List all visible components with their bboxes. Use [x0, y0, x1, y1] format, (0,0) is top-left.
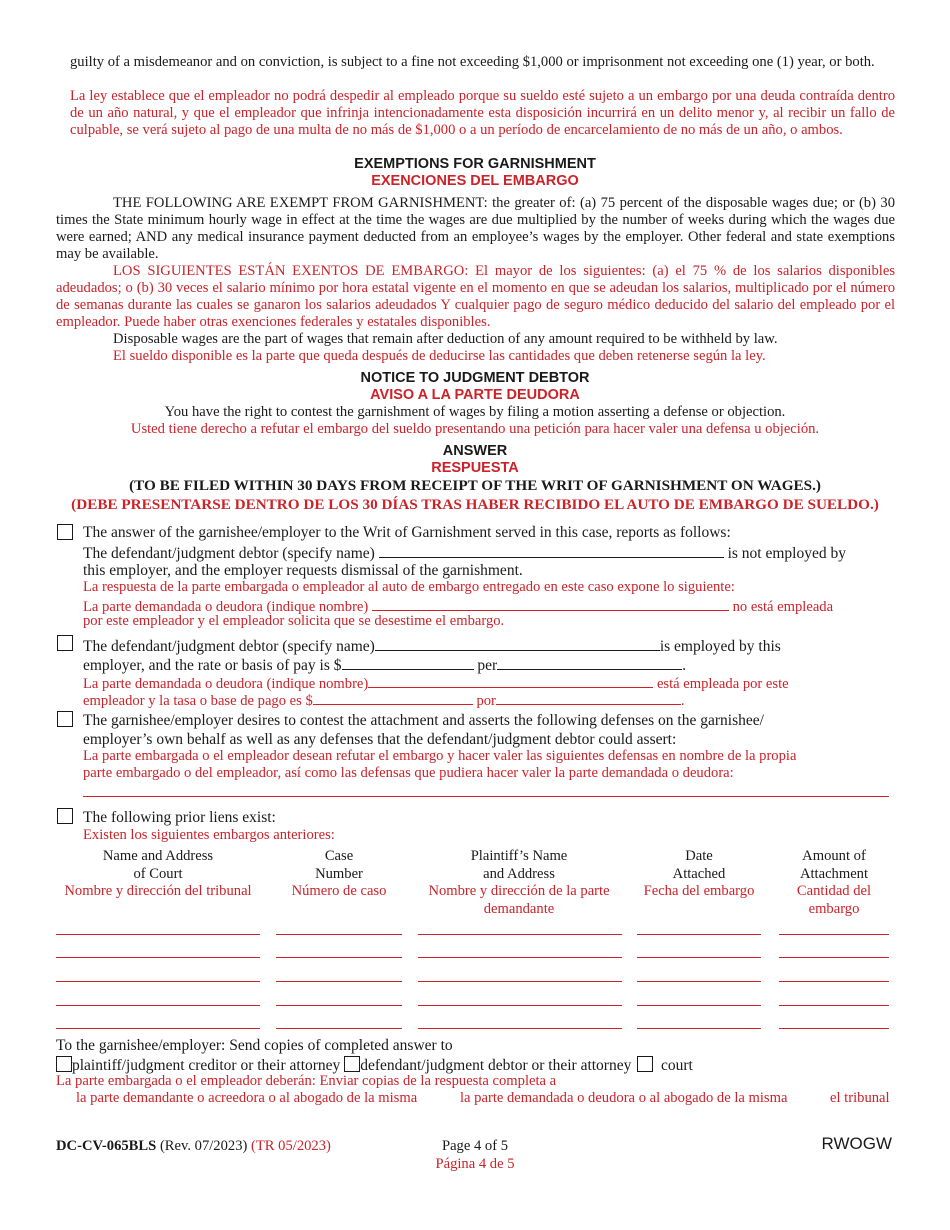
lien-field-r1-c4[interactable]: [637, 934, 761, 935]
col-plaintiff-en1: Plaintiff’s Name: [470, 848, 568, 864]
lien-field-r3-c4[interactable]: [637, 981, 761, 982]
opt3-line2-en: employer’s own behalf as well as any defenses that the defendant/judgment debtor could assert:: [83, 731, 677, 748]
lien-field-r2-c3[interactable]: [418, 957, 622, 958]
col-court-en2: of Court: [133, 865, 183, 882]
send-opt-a-es: la parte demandante o acreedora o al abogado de la misma: [76, 1090, 418, 1106]
form-tr: (TR 05/2023): [251, 1138, 331, 1154]
col-court-es1: Nombre y dirección del tribunal: [64, 883, 252, 899]
col-amount-es1: Cantidad del: [796, 883, 872, 899]
lien-field-r2-c1[interactable]: [56, 957, 260, 958]
opt2-line2b-en: per: [477, 657, 498, 674]
opt3-line1-es: La parte embargada o el empleador desean refutar el embargo y hacer valer las siguientes defensas en nombre de la propia: [83, 748, 797, 764]
opt4-line1-en: The following prior liens exist:: [83, 809, 276, 826]
lien-field-r4-c1[interactable]: [56, 1005, 260, 1006]
lien-field-r5-c4[interactable]: [637, 1028, 761, 1029]
col-case-es1: Número de caso: [291, 883, 387, 899]
opt3-line2-es: parte embargado o del empleador, así como las defensas que pudiera hacer valer la parte demandada o deudora:: [83, 765, 734, 781]
lien-field-r1-c2[interactable]: [276, 934, 402, 935]
lien-field-r5-c3[interactable]: [418, 1028, 622, 1029]
col-date-es1: Fecha del embargo: [643, 883, 755, 899]
notice-title-es: AVISO A LA PARTE DEUDORA: [370, 387, 580, 403]
opt1-line2-en: [83, 543, 846, 562]
opt3-defenses-field[interactable]: [83, 796, 889, 797]
answer-title-en: ANSWER: [442, 443, 508, 459]
opt2-line2a-es: empleador y la tasa o base de pago es $: [83, 693, 313, 709]
intro-es: La ley establece que el empleador no podrá despedir al empleado porque su sueldo esté sujeto a un embargo por una deuda contraída dentro de un año natural, y que el empleador que infrinja intencionadamente esta disposición incurrirá en un delito menor y, al recibir un fallo de culpable, se verá sujeto al pago de una multa de no más de $1,000 o a un período de encarcelamiento de no más de un año, o ambos.: [70, 88, 895, 138]
notice-p-es: Usted tiene derecho a refutar el embargo del sueldo presentando una petición para hacer valer una defensa u objeción.: [130, 421, 820, 437]
opt4-line1-es: Existen los siguientes embargos anteriores:: [83, 827, 335, 843]
send-opt-a-en: plaintiff/judgment creditor or their attorney: [72, 1057, 341, 1074]
opt2-line2-es: empleador y la tasa o base de pago es $ por .: [83, 690, 685, 710]
opt3-line1-en: The garnishee/employer desires to contest the attachment and asserts the following defenses on the garnishee/: [83, 712, 764, 729]
lien-field-r1-c5[interactable]: [779, 934, 889, 935]
opt2-line1-en: [83, 636, 781, 655]
send-opt-b-en: defendant/judgment debtor or their attorney: [360, 1057, 632, 1074]
lien-field-r1-c1[interactable]: [56, 934, 260, 935]
col-case-header: [268, 848, 410, 901]
opt2-rate-field-es[interactable]: [313, 690, 473, 705]
opt1-line3-en: this employer, and the employer requests dismissal of the garnishment.: [83, 562, 523, 579]
opt2-per-field-es[interactable]: [496, 690, 681, 705]
opt2-checkbox[interactable]: [57, 635, 73, 651]
opt2-line2b-es: por: [476, 693, 496, 709]
col-case-en1: Case: [324, 848, 354, 864]
opt1-line1-es: La respuesta de la parte embargada o empleador al auto de embargo entregado en este caso expone lo siguiente:: [83, 579, 735, 595]
opt2-per-field[interactable]: [497, 655, 682, 670]
opt1-line2a-es: La parte demandada o deudora (indique nombre): [83, 599, 369, 615]
opt1-checkbox[interactable]: [57, 524, 73, 540]
col-court-en1: Name and Address: [102, 848, 214, 864]
opt2-line1a-en: The defendant/judgment debtor (specify name): [83, 638, 375, 655]
lien-field-r5-c5[interactable]: [779, 1028, 889, 1029]
opt2-line2-en: employer, and the rate or basis of pay is $ per .: [83, 657, 687, 674]
send-defendant-checkbox[interactable]: [344, 1056, 360, 1072]
notice-title-en: NOTICE TO JUDGMENT DEBTOR: [360, 370, 590, 386]
answer-title-es: RESPUESTA: [431, 460, 519, 476]
send-line1-en: To the garnishee/employer: Send copies of completed answer to: [56, 1037, 453, 1054]
col-amount-en1: Amount of: [802, 848, 866, 864]
send-opt-c-es: el tribunal: [830, 1090, 890, 1106]
col-court-header: [56, 848, 260, 901]
send-options-en: [56, 1056, 693, 1074]
send-opt-b-es: la parte demandada o deudora o al abogado de la misma: [460, 1090, 788, 1106]
opt1-line1-en: The answer of the garnishee/employer to the Writ of Garnishment served in this case, reports as follows:: [83, 524, 731, 541]
lien-field-r4-c4[interactable]: [637, 1005, 761, 1006]
col-plaintiff-en2: and Address: [483, 865, 555, 882]
lien-field-r3-c3[interactable]: [418, 981, 622, 982]
opt2-name-field[interactable]: [375, 636, 660, 651]
form-rev: (Rev. 07/2023): [159, 1138, 248, 1154]
opt2-name-field-es[interactable]: [368, 673, 653, 688]
form-id: DC-CV-065BLS: [56, 1138, 157, 1154]
col-date-en1: Date: [685, 848, 713, 864]
send-line1-es: La parte embargada o el empleador deberán: Enviar copias de la respuesta completa a: [56, 1073, 557, 1089]
lien-field-r5-c1[interactable]: [56, 1028, 260, 1029]
col-plaintiff-header: [416, 848, 622, 918]
opt1-line2a-en: The defendant/judgment debtor (specify name): [83, 545, 375, 562]
lien-field-r3-c1[interactable]: [56, 981, 260, 982]
opt3-checkbox[interactable]: [57, 711, 73, 727]
exemptions-p2-es: El sueldo disponible es la parte que queda después de deducirse las cantidades que deben retenerse según la ley.: [113, 348, 766, 364]
col-plaintiff-es2: demandante: [483, 900, 555, 917]
lien-field-r3-c2[interactable]: [276, 981, 402, 982]
opt2-line1b-en: is employed by this: [659, 638, 781, 655]
opt1-line2b-en: is not employed by: [727, 545, 846, 562]
exemptions-p2-en: Disposable wages are the part of wages that remain after deduction of any amount required to be withheld by law.: [113, 331, 778, 347]
col-date-header: [636, 848, 762, 901]
lien-field-r4-c5[interactable]: [779, 1005, 889, 1006]
lien-field-r3-c5[interactable]: [779, 981, 889, 982]
exemptions-p1-en: THE FOLLOWING ARE EXEMPT FROM GARNISHMENT: the greater of: (a) 75 percent of the disposable wages due; or (b) 30 times the State minimum hourly wage in effect at the time the wages are due multiplied by the number of weeks during which the wages due were earned; AND any medical insurance payment deducted from an employee’s wages by the employer. Other federal and state exemptions may be available.: [56, 195, 895, 262]
send-plaintiff-checkbox[interactable]: [56, 1056, 72, 1072]
col-amount-en2: Attachment: [799, 865, 869, 882]
intro-en: guilty of a misdemeanor and on conviction, is subject to a fine not exceeding $1,000 or imprisonment not exceeding one (1) year, or both.: [70, 54, 875, 70]
exemptions-title-en: EXEMPTIONS FOR GARNISHMENT: [354, 156, 596, 172]
lien-field-r2-c2[interactable]: [276, 957, 402, 958]
opt2-rate-field[interactable]: [342, 655, 474, 670]
notice-p-en: You have the right to contest the garnishment of wages by filing a motion asserting a defense or objection.: [164, 404, 786, 420]
answer-sub-en: (TO BE FILED WITHIN 30 DAYS FROM RECEIPT OF THE WRIT OF GARNISHMENT ON WAGES.): [129, 477, 821, 494]
opt4-checkbox[interactable]: [57, 808, 73, 824]
opt2-line1a-es: La parte demandada o deudora (indique nombre): [83, 676, 369, 692]
page-number-en: Page 4 of 5: [441, 1138, 509, 1154]
opt2-line2a-en: employer, and the rate or basis of pay is $: [83, 657, 342, 674]
col-amount-header: [778, 848, 890, 918]
col-plaintiff-es1: Nombre y dirección de la parte: [428, 883, 610, 899]
form-code: RWOGW: [821, 1134, 892, 1153]
col-case-en2: Number: [315, 865, 363, 882]
lien-field-r2-c5[interactable]: [779, 957, 889, 958]
send-opt-c-en: court: [660, 1057, 693, 1074]
opt1-name-field[interactable]: [379, 543, 724, 558]
lien-field-r2-c4[interactable]: [637, 957, 761, 958]
opt1-name-field-es[interactable]: [372, 596, 729, 611]
opt2-line1b-es: está empleada por este: [656, 676, 789, 692]
lien-field-r4-c3[interactable]: [418, 1005, 622, 1006]
col-date-en2: Attached: [672, 865, 726, 882]
send-court-checkbox[interactable]: [637, 1056, 653, 1072]
exemptions-title-es: EXENCIONES DEL EMBARGO: [371, 173, 579, 189]
lien-field-r1-c3[interactable]: [418, 934, 622, 935]
page-number-es: Página 4 de 5: [435, 1156, 515, 1172]
opt1-line2b-es: no está empleada: [732, 599, 834, 615]
exemptions-p1-es: LOS SIGUIENTES ESTÁN EXENTOS DE EMBARGO: El mayor de los siguientes: (a) el 75 % de los salarios disponibles adeudados; o (b) 30 veces el salario mínimo por hora estatal vigente en el momento en que se adeudan los salarios, multiplicado por el número de semanas durante las cuales se ganaron los salarios adeudados Y cualquier pago de seguro médico deducido del salario del empleado por el empleador. Puede haber otras exenciones federales y estatales disponibles.: [56, 263, 895, 330]
opt1-line3-es: por este empleador y el empleador solicita que se desestime el embargo.: [83, 613, 505, 629]
form-id-line: [56, 1138, 331, 1155]
col-amount-es2: embargo: [808, 900, 860, 917]
lien-field-r5-c2[interactable]: [276, 1028, 402, 1029]
lien-field-r4-c2[interactable]: [276, 1005, 402, 1006]
answer-sub-es: (DEBE PRESENTARSE DENTRO DE LOS 30 DÍAS TRAS HABER RECIBIDO EL AUTO DE EMBARGO DE SUELDO.): [71, 496, 879, 513]
